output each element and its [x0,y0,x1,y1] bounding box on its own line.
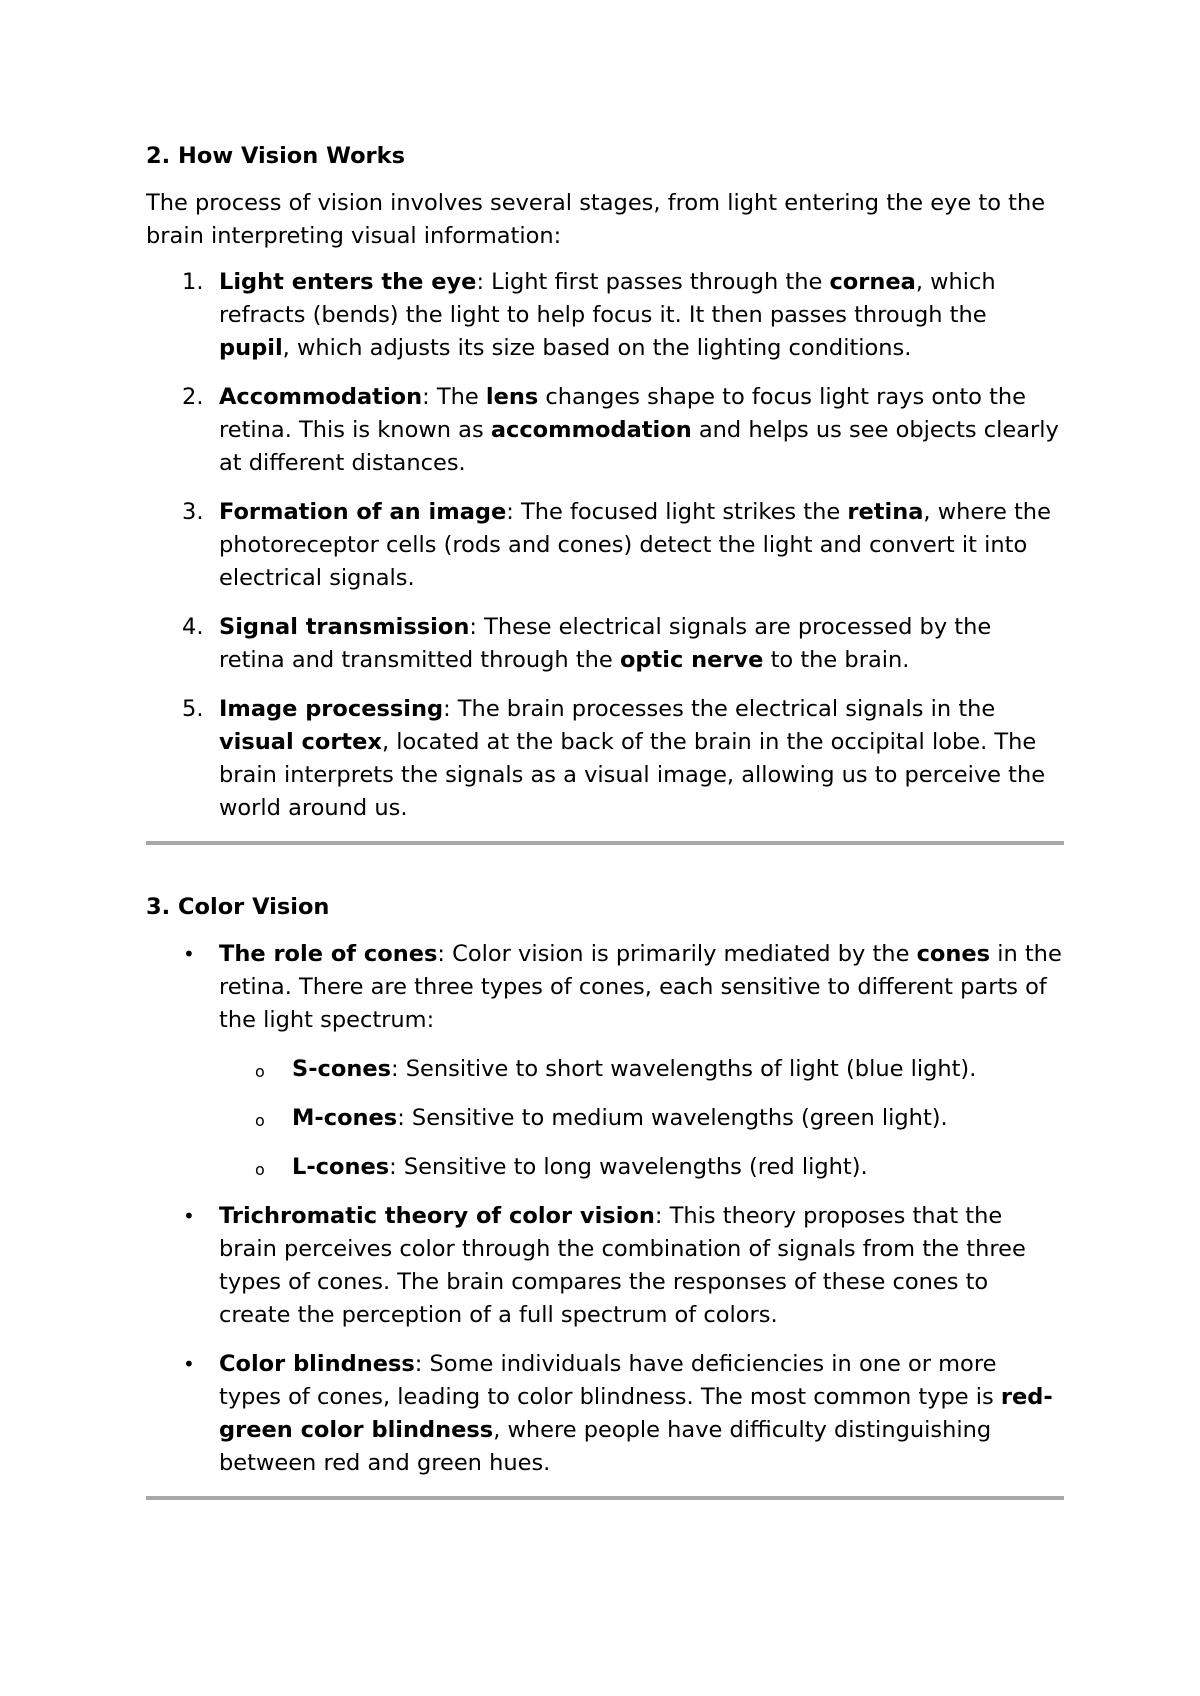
step-keyword: lens [485,384,539,410]
list-item [146,611,1064,677]
list-item [146,938,1064,1184]
bullet-term: Color blindness [219,1351,415,1377]
step-keyword: retina [847,499,924,525]
cone-text: : Sensitive to medium wavelengths (green light). [397,1105,948,1131]
document-page [146,140,1064,1500]
color-vision-list [146,938,1064,1480]
bullet-keyword: cones [916,941,991,967]
step-keyword: pupil [219,335,283,361]
section-title-how-vision-works: 2. How Vision Works [146,143,406,169]
bullet-keyword: red-green color blindness [219,1384,1053,1443]
circle-bullet-icon: o [255,1111,265,1130]
bullet-icon: • [183,1204,195,1228]
bullet-text: : Some individuals have deficiencies in one or more types of cones, leading to color blindness. The most common type is [219,1351,1001,1410]
list-number: 4. [182,614,204,640]
cone-text: : Sensitive to long wavelengths (red light). [389,1154,868,1180]
list-item [146,1200,1064,1332]
intro-paragraph: The process of vision involves several stages, from light entering the eye to the brain interpreting visual information: [146,190,1046,249]
cone-term: M-cones [292,1105,398,1131]
list-number: 1. [182,269,204,295]
circle-bullet-icon: o [255,1160,265,1179]
step-keyword: cornea [829,269,916,295]
sub-list-item [219,1102,1064,1135]
bullet-text: , where people have difficulty distinguishing between red and green hues. [219,1417,992,1476]
list-item [146,266,1064,365]
bullet-text: : Color vision is primarily mediated by the [437,941,917,967]
step-text: : The [422,384,486,410]
circle-bullet-icon: o [255,1062,265,1081]
list-item [146,1348,1064,1480]
list-number: 5. [182,696,204,722]
bullet-text: in the retina. There are three types of cones, each sensitive to different parts of the light spectrum: [219,941,1062,1033]
list-number: 3. [182,499,204,525]
step-text: , which refracts (bends) the light to help focus it. It then passes through the [219,269,996,328]
bullet-term: Trichromatic theory of color vision [219,1203,655,1229]
step-term: Accommodation [219,384,423,410]
vision-steps-list [146,266,1064,825]
step-term: Signal transmission [219,614,470,640]
step-term: Formation of an image [219,499,507,525]
section-title-color-vision: 3. Color Vision [146,894,330,920]
step-text: , which adjusts its size based on the lighting conditions. [282,335,912,361]
sub-list-item [219,1053,1064,1086]
list-item [146,693,1064,825]
step-keyword: optic nerve [619,647,764,673]
step-text: : Light first passes through the [476,269,830,295]
horizontal-rule [146,1496,1064,1500]
list-number: 2. [182,384,204,410]
bullet-icon: • [183,942,195,966]
cone-text: : Sensitive to short wavelengths of light (blue light). [391,1056,977,1082]
list-item [146,381,1064,480]
step-text: : These electrical signals are processed by the retina and transmitted through the [219,614,992,673]
bullet-term: The role of cones [219,941,438,967]
step-text: , where the photoreceptor cells (rods and cones) detect the light and convert it into electrical signals. [219,499,1051,591]
list-item [146,496,1064,595]
step-text: : The brain processes the electrical signals in the [443,696,996,722]
step-term: Light enters the eye [219,269,477,295]
step-text: to the brain. [763,647,910,673]
cone-types-list [219,1053,1064,1184]
step-text: : The focused light strikes the [506,499,848,525]
step-keyword: visual cortex [219,729,382,755]
step-text: changes shape to focus light rays onto the retina. This is known as [219,384,1027,443]
sub-list-item [219,1151,1064,1184]
bullet-icon: • [183,1352,195,1376]
step-keyword: accommodation [490,417,692,443]
cone-term: L-cones [292,1154,390,1180]
step-term: Image processing [219,696,444,722]
bullet-text: : This theory proposes that the brain perceives color through the combination of signals from the three types of cones. The brain compares the responses of these cones to create the perception of a full spectrum of colors. [219,1203,1026,1328]
step-text: and helps us see objects clearly at different distances. [219,417,1059,476]
cone-term: S-cones [292,1056,392,1082]
horizontal-rule [146,841,1064,845]
step-text: , located at the back of the brain in the occipital lobe. The brain interprets the signals as a visual image, allowing us to perceive the world around us. [219,729,1046,821]
